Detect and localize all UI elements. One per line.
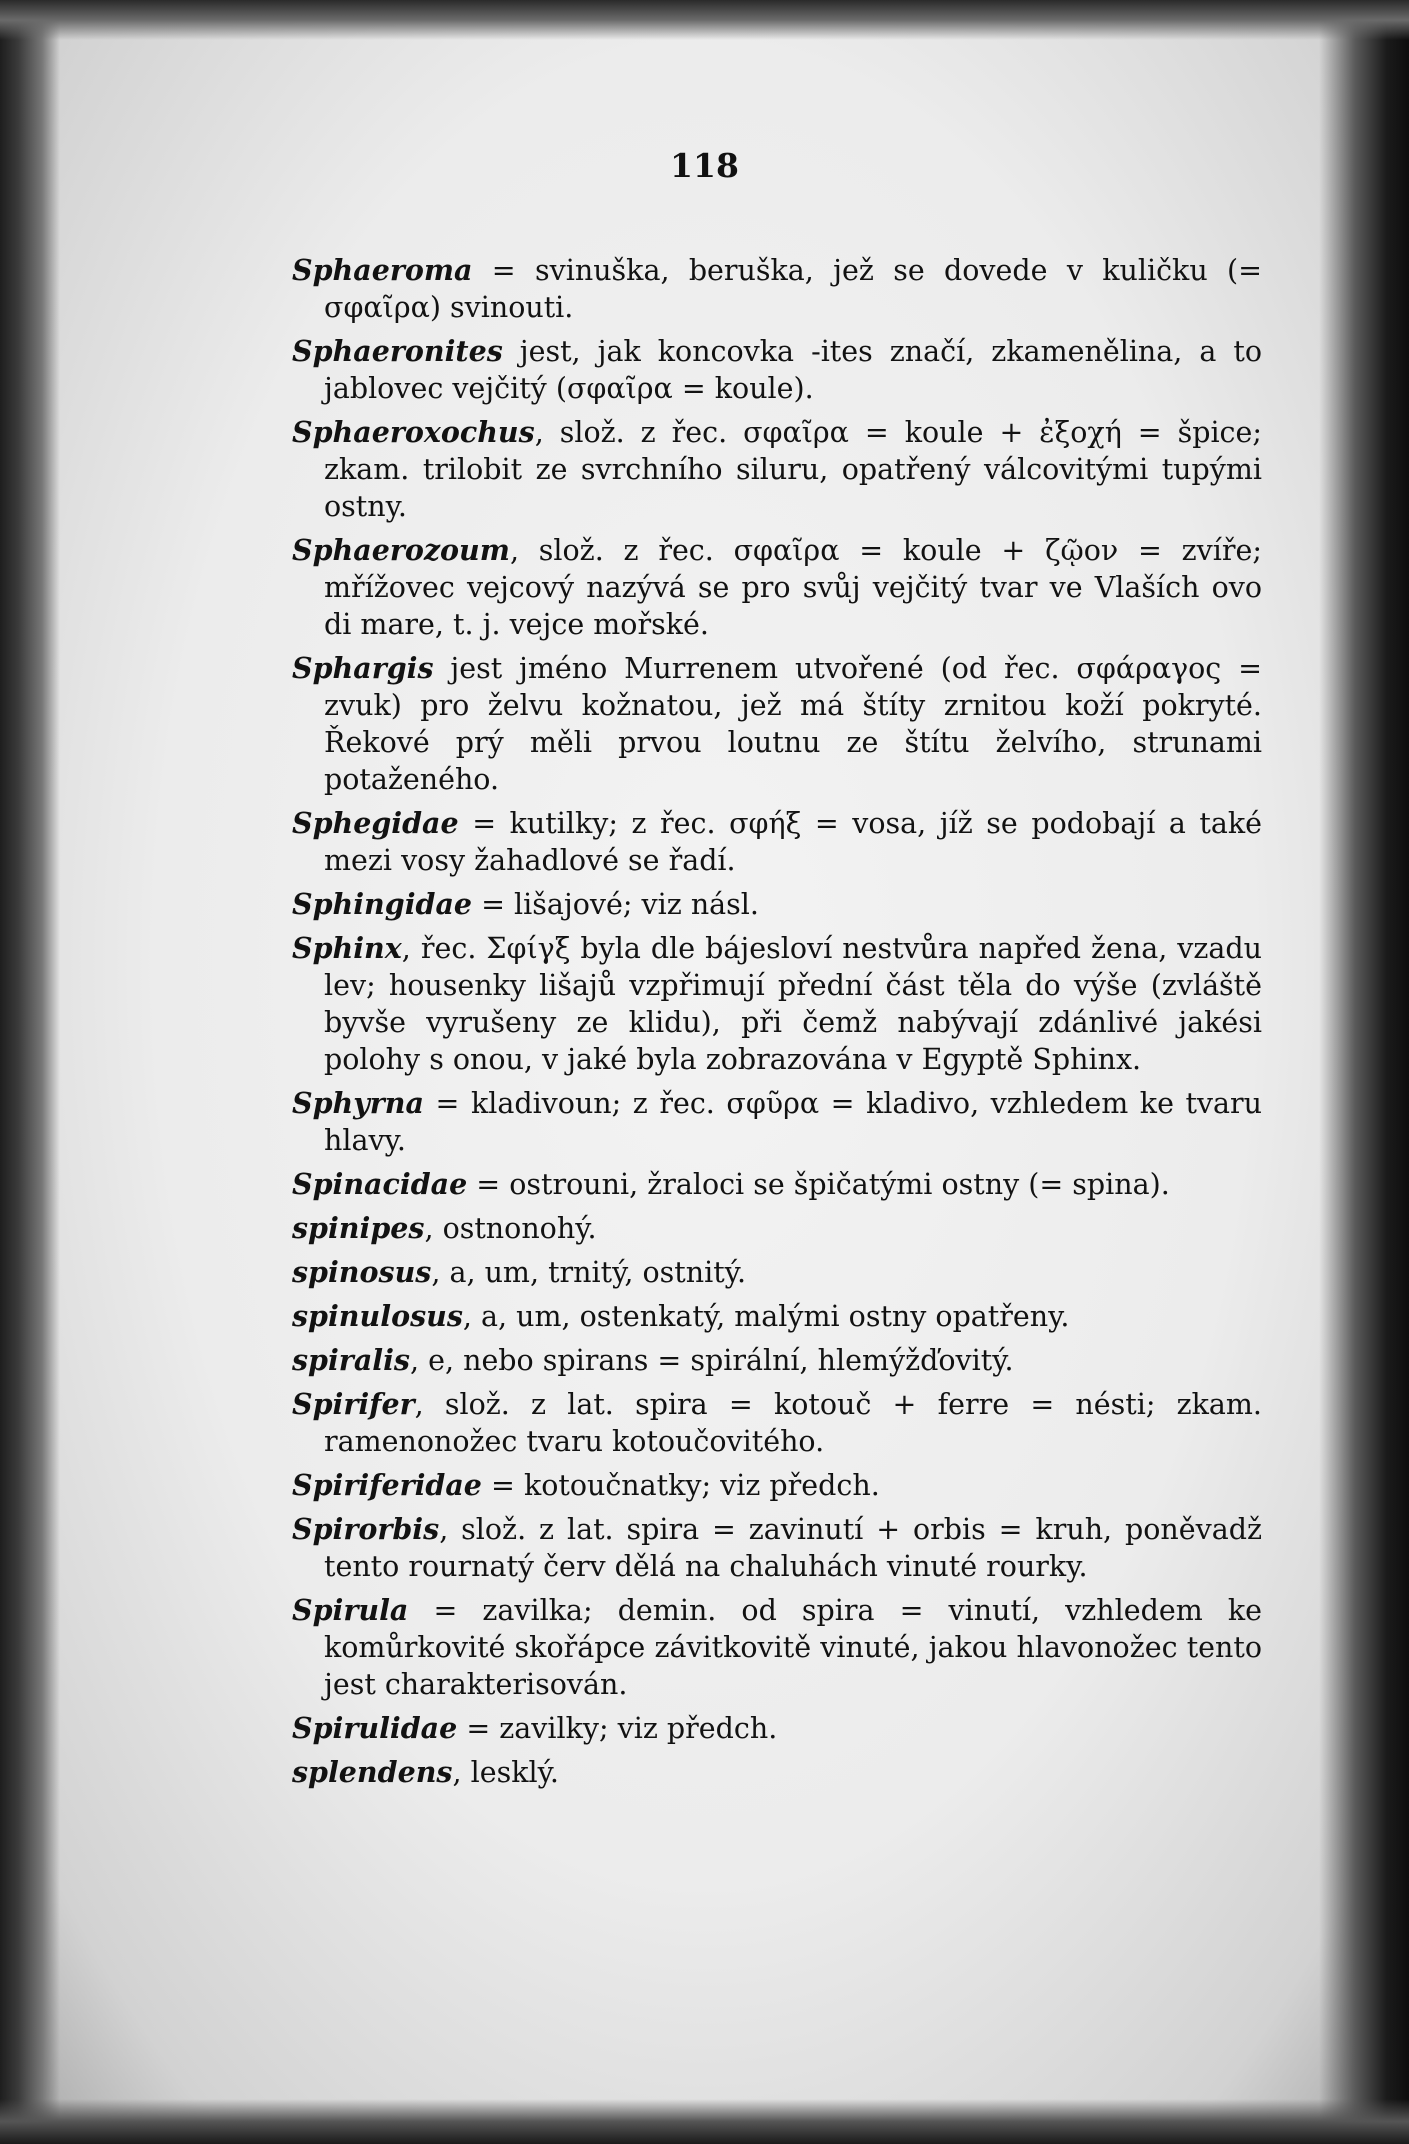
- entry-definition: , slož. z řec. σφαῖρα = koule + ἐξοχή = špice; zkam. trilobit ze svrchního siluru, opatřený válcovitými tupými ostny.: [324, 416, 1262, 523]
- entry-definition: = kladivoun; z řec. σφῦρα = kladivo, vzhledem ke tvaru hlavy.: [324, 1087, 1262, 1157]
- entry-definition: = zavilka; demin. od spira = vinutí, vzhledem ke komůrkovité skořápce závitkovitě vinuté, jakou hlavonožec tento jest charakterisován.: [324, 1594, 1262, 1701]
- entry-definition: = lišajové; viz násl.: [472, 888, 759, 921]
- dictionary-entry: [292, 1754, 1262, 1791]
- dictionary-entry: [292, 930, 1262, 1078]
- entry-term: spinipes: [292, 1211, 425, 1245]
- entry-term: Sphinx: [292, 931, 402, 965]
- entry-term: spinosus: [292, 1255, 432, 1289]
- dictionary-entry: [292, 414, 1262, 525]
- entry-definition: jest, jak koncovka -ites značí, zkamenělina, a to jablovec vejčitý (σφαῖρα = koule).: [324, 335, 1262, 405]
- entry-definition: , slož. z řec. σφαῖρα = koule + ζῷον = zvíře; mřížovec vejcový nazývá se pro svůj vejčitý tvar ve Vlaších ovo di mare, t. j. vejce mořské.: [324, 534, 1262, 641]
- entry-term: Spiriferidae: [292, 1468, 482, 1502]
- entry-term: Sphaerozoum: [292, 533, 510, 567]
- entry-term: Spinacidae: [292, 1167, 468, 1201]
- entry-definition: , e, nebo spirans = spirální, hlemýžďovitý.: [409, 1344, 1014, 1377]
- dictionary-entry: [292, 532, 1262, 643]
- dictionary-entry: [292, 1210, 1262, 1247]
- entry-term: spiralis: [292, 1343, 410, 1377]
- entry-term: Sphaeroxochus: [292, 415, 535, 449]
- dictionary-entry: [292, 1342, 1262, 1379]
- scan-edge-bottom: [0, 2099, 1409, 2144]
- entry-definition: jest jméno Murrenem utvořené (od řec. σφάραγος = zvuk) pro želvu kožnatou, jež má štíty zrnitou koží pokryté. Řekové prý měli prvou loutnu ze štítu želvího, strunami potaženého.: [324, 652, 1262, 796]
- entry-definition: , slož. z lat. spira = zavinutí + orbis = kruh, poněvadž tento rournatý červ dělá na chaluhách vinuté rourky.: [324, 1513, 1262, 1583]
- dictionary-entry: [292, 1710, 1262, 1747]
- dictionary-entry: [292, 333, 1262, 407]
- entry-term: Sphaeroma: [292, 253, 473, 287]
- entry-term: Spirula: [292, 1593, 409, 1627]
- entry-term: Spirorbis: [292, 1512, 440, 1546]
- dictionary-entry: [292, 650, 1262, 798]
- dictionary-entry: [292, 886, 1262, 923]
- entry-term: Spirifer: [292, 1387, 415, 1421]
- entry-definition: = zavilky; viz předch.: [457, 1712, 778, 1745]
- dictionary-entry: [292, 1166, 1262, 1203]
- dictionary-entry: [292, 252, 1262, 326]
- entry-definition: , slož. z lat. spira = kotouč + ferre = nésti; zkam. ramenonožec tvaru kotoučovitého.: [324, 1388, 1262, 1458]
- entry-term: Spirulidae: [292, 1711, 458, 1745]
- entry-definition: = kotoučnatky; viz předch.: [481, 1469, 880, 1502]
- entry-term: Sphegidae: [292, 806, 459, 840]
- dictionary-entry: [292, 1511, 1262, 1585]
- entry-definition: , řec. Σφίγξ byla dle bájesloví nestvůra napřed žena, vzadu lev; housenky lišajů vzpřimují přední část těla do výše (zvláště byvše vyrušeny ze klidu), při čemž nabývají zdánlivé jakési polohy s onou, v jaké byla zobrazována v Egyptě Sphinx.: [324, 932, 1262, 1076]
- entry-definition: , ostnonohý.: [424, 1212, 597, 1245]
- dictionary-entry: [292, 1298, 1262, 1335]
- dictionary-entry: [292, 1386, 1262, 1460]
- dictionary-entry: [292, 1085, 1262, 1159]
- page-number: 118: [670, 146, 739, 185]
- scan-edge-left: [0, 0, 60, 2144]
- entry-definition: , lesklý.: [452, 1756, 559, 1789]
- dictionary-entry: [292, 1467, 1262, 1504]
- dictionary-entry: [292, 805, 1262, 879]
- entry-definition: , a, um, trnitý, ostnitý.: [431, 1256, 747, 1289]
- entry-term: Sphingidae: [292, 887, 473, 921]
- entry-term: Sphyrna: [292, 1086, 424, 1120]
- entry-definition: = svinuška, beruška, jež se dovede v kuličku (= σφαῖρα) svinouti.: [324, 254, 1262, 324]
- entry-definition: , a, um, ostenkatý, malými ostny opatřeny.: [462, 1300, 1070, 1333]
- entry-definition: = ostrouni, žraloci se špičatými ostny (= spina).: [467, 1168, 1170, 1201]
- entry-term: Sphaeronites: [292, 334, 503, 368]
- scan-edge-top: [0, 0, 1409, 40]
- entry-term: splendens: [292, 1755, 453, 1789]
- entry-term: spinulosus: [292, 1299, 463, 1333]
- entry-definition: = kutilky; z řec. σφήξ = vosa, jíž se podobají a také mezi vosy žahadlové se řadí.: [324, 807, 1262, 877]
- dictionary-entries: [292, 252, 1262, 1798]
- entry-term: Sphargis: [292, 651, 434, 685]
- dictionary-entry: [292, 1592, 1262, 1703]
- dictionary-entry: [292, 1254, 1262, 1291]
- scan-edge-right: [1319, 0, 1409, 2144]
